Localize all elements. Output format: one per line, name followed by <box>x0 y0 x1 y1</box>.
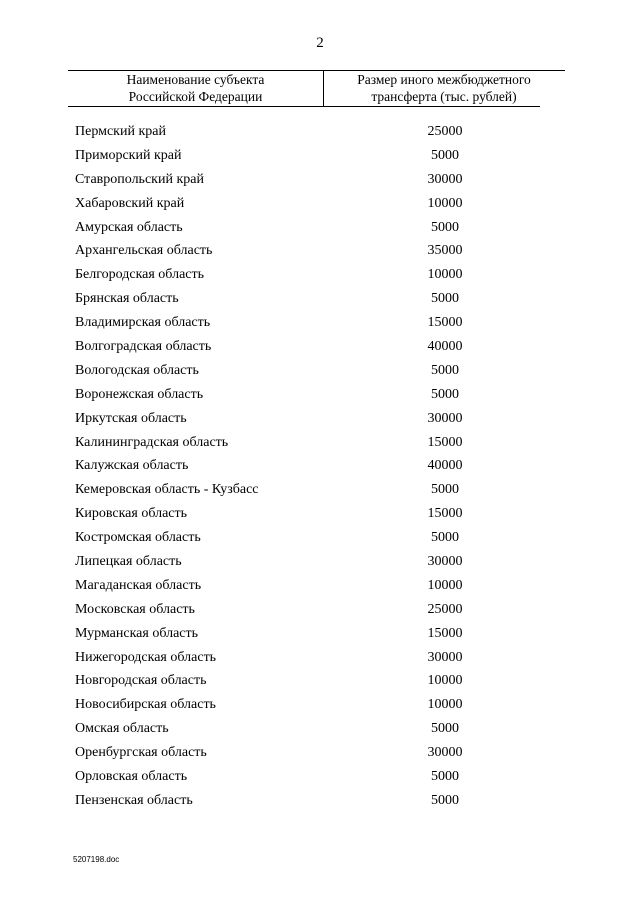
region-name: Пермский край <box>75 124 166 139</box>
table-header-amount-line-2: трансферта (тыс. рублей) <box>371 88 517 104</box>
transfer-amount: 5000 <box>431 792 459 808</box>
transfer-amount: 5000 <box>431 291 459 307</box>
table-row <box>0 146 640 170</box>
region-name: Мурманская область <box>75 625 199 641</box>
region-name: Иркутская область <box>75 410 187 426</box>
table-row <box>0 552 640 576</box>
table-row <box>0 170 640 194</box>
transfer-amount: 5000 <box>431 362 459 378</box>
transfer-amount: 5000 <box>431 721 459 737</box>
table-row <box>0 385 640 409</box>
transfer-amount: 30000 <box>427 649 463 665</box>
table-row <box>0 456 640 480</box>
transfer-amount: 25000 <box>427 124 463 139</box>
table-row <box>0 265 640 289</box>
transfer-amount: 5000 <box>431 482 459 498</box>
region-name: Пензенская область <box>75 792 193 808</box>
transfer-amount: 10000 <box>427 267 463 283</box>
region-name: Архангельская область <box>75 243 213 259</box>
transfer-amount: 30000 <box>427 171 463 187</box>
region-name: Брянская область <box>75 291 179 307</box>
region-name: Омская область <box>75 721 169 737</box>
region-name: Новгородская область <box>75 673 207 689</box>
transfer-amount: 10000 <box>427 195 463 211</box>
footer-document-code: 5207198.doc <box>73 855 120 864</box>
region-name: Воронежская область <box>75 386 204 402</box>
region-name: Костромская область <box>75 530 201 546</box>
region-name: Калининградская область <box>75 434 229 450</box>
transfer-amount: 10000 <box>427 577 463 593</box>
table-row <box>0 719 640 743</box>
region-name: Кемеровская область - Кузбасс <box>75 482 259 498</box>
region-name: Орловская область <box>75 769 188 785</box>
table-row <box>0 361 640 385</box>
table-row <box>0 671 640 695</box>
table-row <box>0 528 640 552</box>
region-name: Амурская область <box>75 219 183 235</box>
transfer-amount: 30000 <box>427 745 463 761</box>
transfer-amount: 10000 <box>427 697 463 713</box>
transfer-amount: 5000 <box>431 219 459 235</box>
table-row <box>0 767 640 791</box>
table-row <box>0 433 640 457</box>
region-name: Калужская область <box>75 458 189 474</box>
transfer-amount: 35000 <box>427 243 463 259</box>
table-row <box>0 648 640 672</box>
region-name: Нижегородская область <box>75 649 217 665</box>
region-name: Приморский край <box>75 147 182 163</box>
transfer-amount: 40000 <box>427 458 463 474</box>
table-row <box>0 241 640 265</box>
region-name: Московская область <box>75 601 195 617</box>
table-header-name-line-2: Российской Федерации <box>128 88 263 104</box>
transfer-amount: 5000 <box>431 386 459 402</box>
table-header-amount-line-1: Размер иного межбюджетного <box>357 72 531 87</box>
table-row <box>0 218 640 242</box>
transfer-amount: 25000 <box>427 601 463 617</box>
page-number: 2 <box>316 35 324 51</box>
table-header-bottom-rule <box>68 106 540 107</box>
region-name: Новосибирская область <box>75 697 216 713</box>
transfer-amount: 30000 <box>427 554 463 570</box>
transfer-amount: 15000 <box>427 315 463 331</box>
transfer-amount: 10000 <box>427 673 463 689</box>
region-name: Вологодская область <box>75 362 199 378</box>
table-row <box>0 409 640 433</box>
region-name: Владимирская область <box>75 315 211 331</box>
transfer-amount: 5000 <box>431 769 459 785</box>
table-row <box>0 624 640 648</box>
table-body <box>0 122 640 815</box>
region-name: Хабаровский край <box>75 195 185 211</box>
region-name: Липецкая область <box>75 554 182 570</box>
transfer-amount: 40000 <box>427 339 463 355</box>
table-row <box>0 576 640 600</box>
transfer-amount: 15000 <box>427 625 463 641</box>
table-row <box>0 791 640 815</box>
table-row <box>0 289 640 313</box>
table-row <box>0 122 640 146</box>
table-row <box>0 337 640 361</box>
table-row <box>0 313 640 337</box>
transfer-amount: 30000 <box>427 410 463 426</box>
table-row <box>0 194 640 218</box>
table-header-name <box>68 72 323 105</box>
transfer-amount: 5000 <box>431 530 459 546</box>
transfer-amount: 5000 <box>431 147 459 163</box>
table-row <box>0 695 640 719</box>
table-header-top-rule <box>68 70 565 71</box>
table-row <box>0 600 640 624</box>
table-row <box>0 743 640 767</box>
region-name: Магаданская область <box>75 577 202 593</box>
region-name: Оренбургская область <box>75 745 207 761</box>
table-header-name-line-1: Наименование субъекта <box>126 72 265 87</box>
table-header-amount <box>324 72 564 105</box>
region-name: Ставропольский край <box>75 171 204 187</box>
region-name: Кировская область <box>75 506 188 522</box>
region-name: Белгородская область <box>75 267 205 283</box>
region-name: Волгоградская область <box>75 339 212 355</box>
table-row <box>0 504 640 528</box>
transfer-amount: 15000 <box>427 506 463 522</box>
transfer-amount: 15000 <box>427 434 463 450</box>
table-row <box>0 480 640 504</box>
